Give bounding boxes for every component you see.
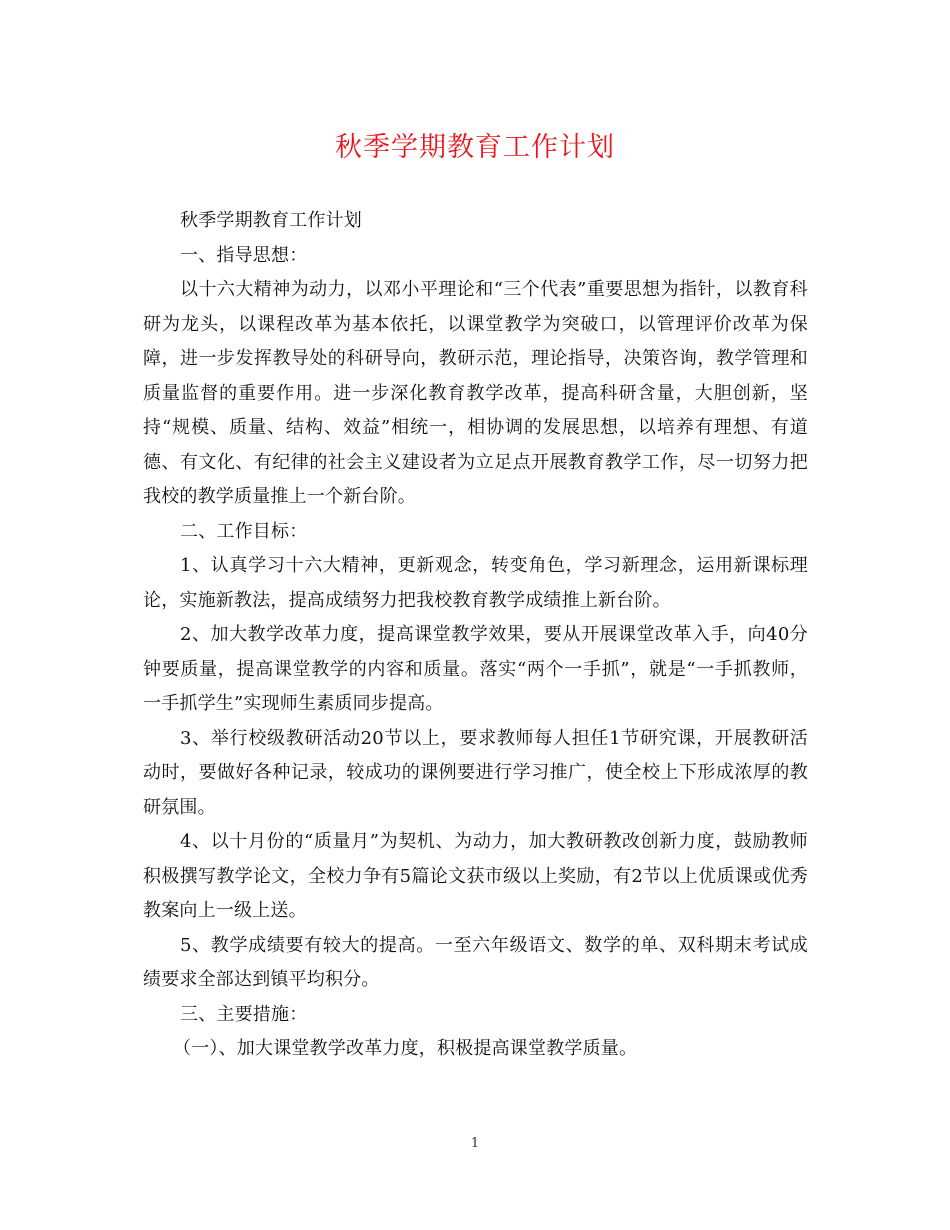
paragraph-goal-4: 4、以十月份的“质量月”为契机、为动力，加大教研教改创新力度，鼓励教师积极撰写教学论文，全校力争有5篇论文获市级以上奖励，有2节以上优质课或优秀教案向上一级上送。 bbox=[143, 831, 808, 921]
paragraph-goal-3: 3、举行校级教研活动20节以上，要求教师每人担任1节研究课，开展教研活动时，要做好各种记录，较成功的课例要进行学习推广，使全校上下形成浓厚的教研氛围。 bbox=[143, 727, 808, 818]
paragraph-guiding-ideology: 以十六大精神为动力，以邓小平理论和“三个代表”重要思想为指针，以教育科研为龙头，以课程改革为基本依托，以课堂教学为突破口，以管理评价改革为保障，进一步发挥教导处的科研导向，教研示范，理论指导，决策咨询，教学管理和质量监督的重要作用。进一步深化教育教学改革，提高科研含量，大胆创新，坚持“规模、质量、结构、效益”相统一，相协调的发展思想，以培养有理想、有道德、有文化、有纪律的社会主义建设者为立足点开展教育教学工作，尽一切努力把我校的教学质量推上一个新台阶。 bbox=[143, 279, 808, 507]
paragraph-heading: 秋季学期教育工作计划 bbox=[180, 210, 362, 231]
paragraph-goal-1: 1、认真学习十六大精神，更新观念，转变角色，学习新理念，运用新课标理论，实施新教法，提高成绩努力把我校教育教学成绩推上新台阶。 bbox=[143, 555, 808, 611]
paragraph-goal-5: 5、教学成绩要有较大的提高。一至六年级语文、数学的单、双科期末考试成绩要求全部达到镇平均积分。 bbox=[143, 934, 808, 990]
section-heading-main-measures: 三、主要措施： bbox=[180, 1003, 308, 1025]
document-title: 秋季学期教育工作计划 bbox=[335, 132, 615, 163]
section-heading-guiding-ideology: 一、指导思想： bbox=[180, 244, 308, 266]
page-number: 1 bbox=[470, 1136, 480, 1151]
paragraph-measure-1: （一）、加大课堂教学改革力度，积极提高课堂教学质量。 bbox=[173, 1038, 638, 1059]
paragraph-goal-2: 2、加大教学改革力度，提高课堂教学效果，要从开展课堂改革入手，向40分钟要质量，提高课堂教学的内容和质量。落实“两个一手抓”，就是“一手抓教师，一手抓学生”实现师生素质同步提高。 bbox=[143, 624, 808, 714]
document-body bbox=[143, 204, 808, 1067]
section-heading-work-goals: 二、工作目标： bbox=[180, 520, 308, 542]
